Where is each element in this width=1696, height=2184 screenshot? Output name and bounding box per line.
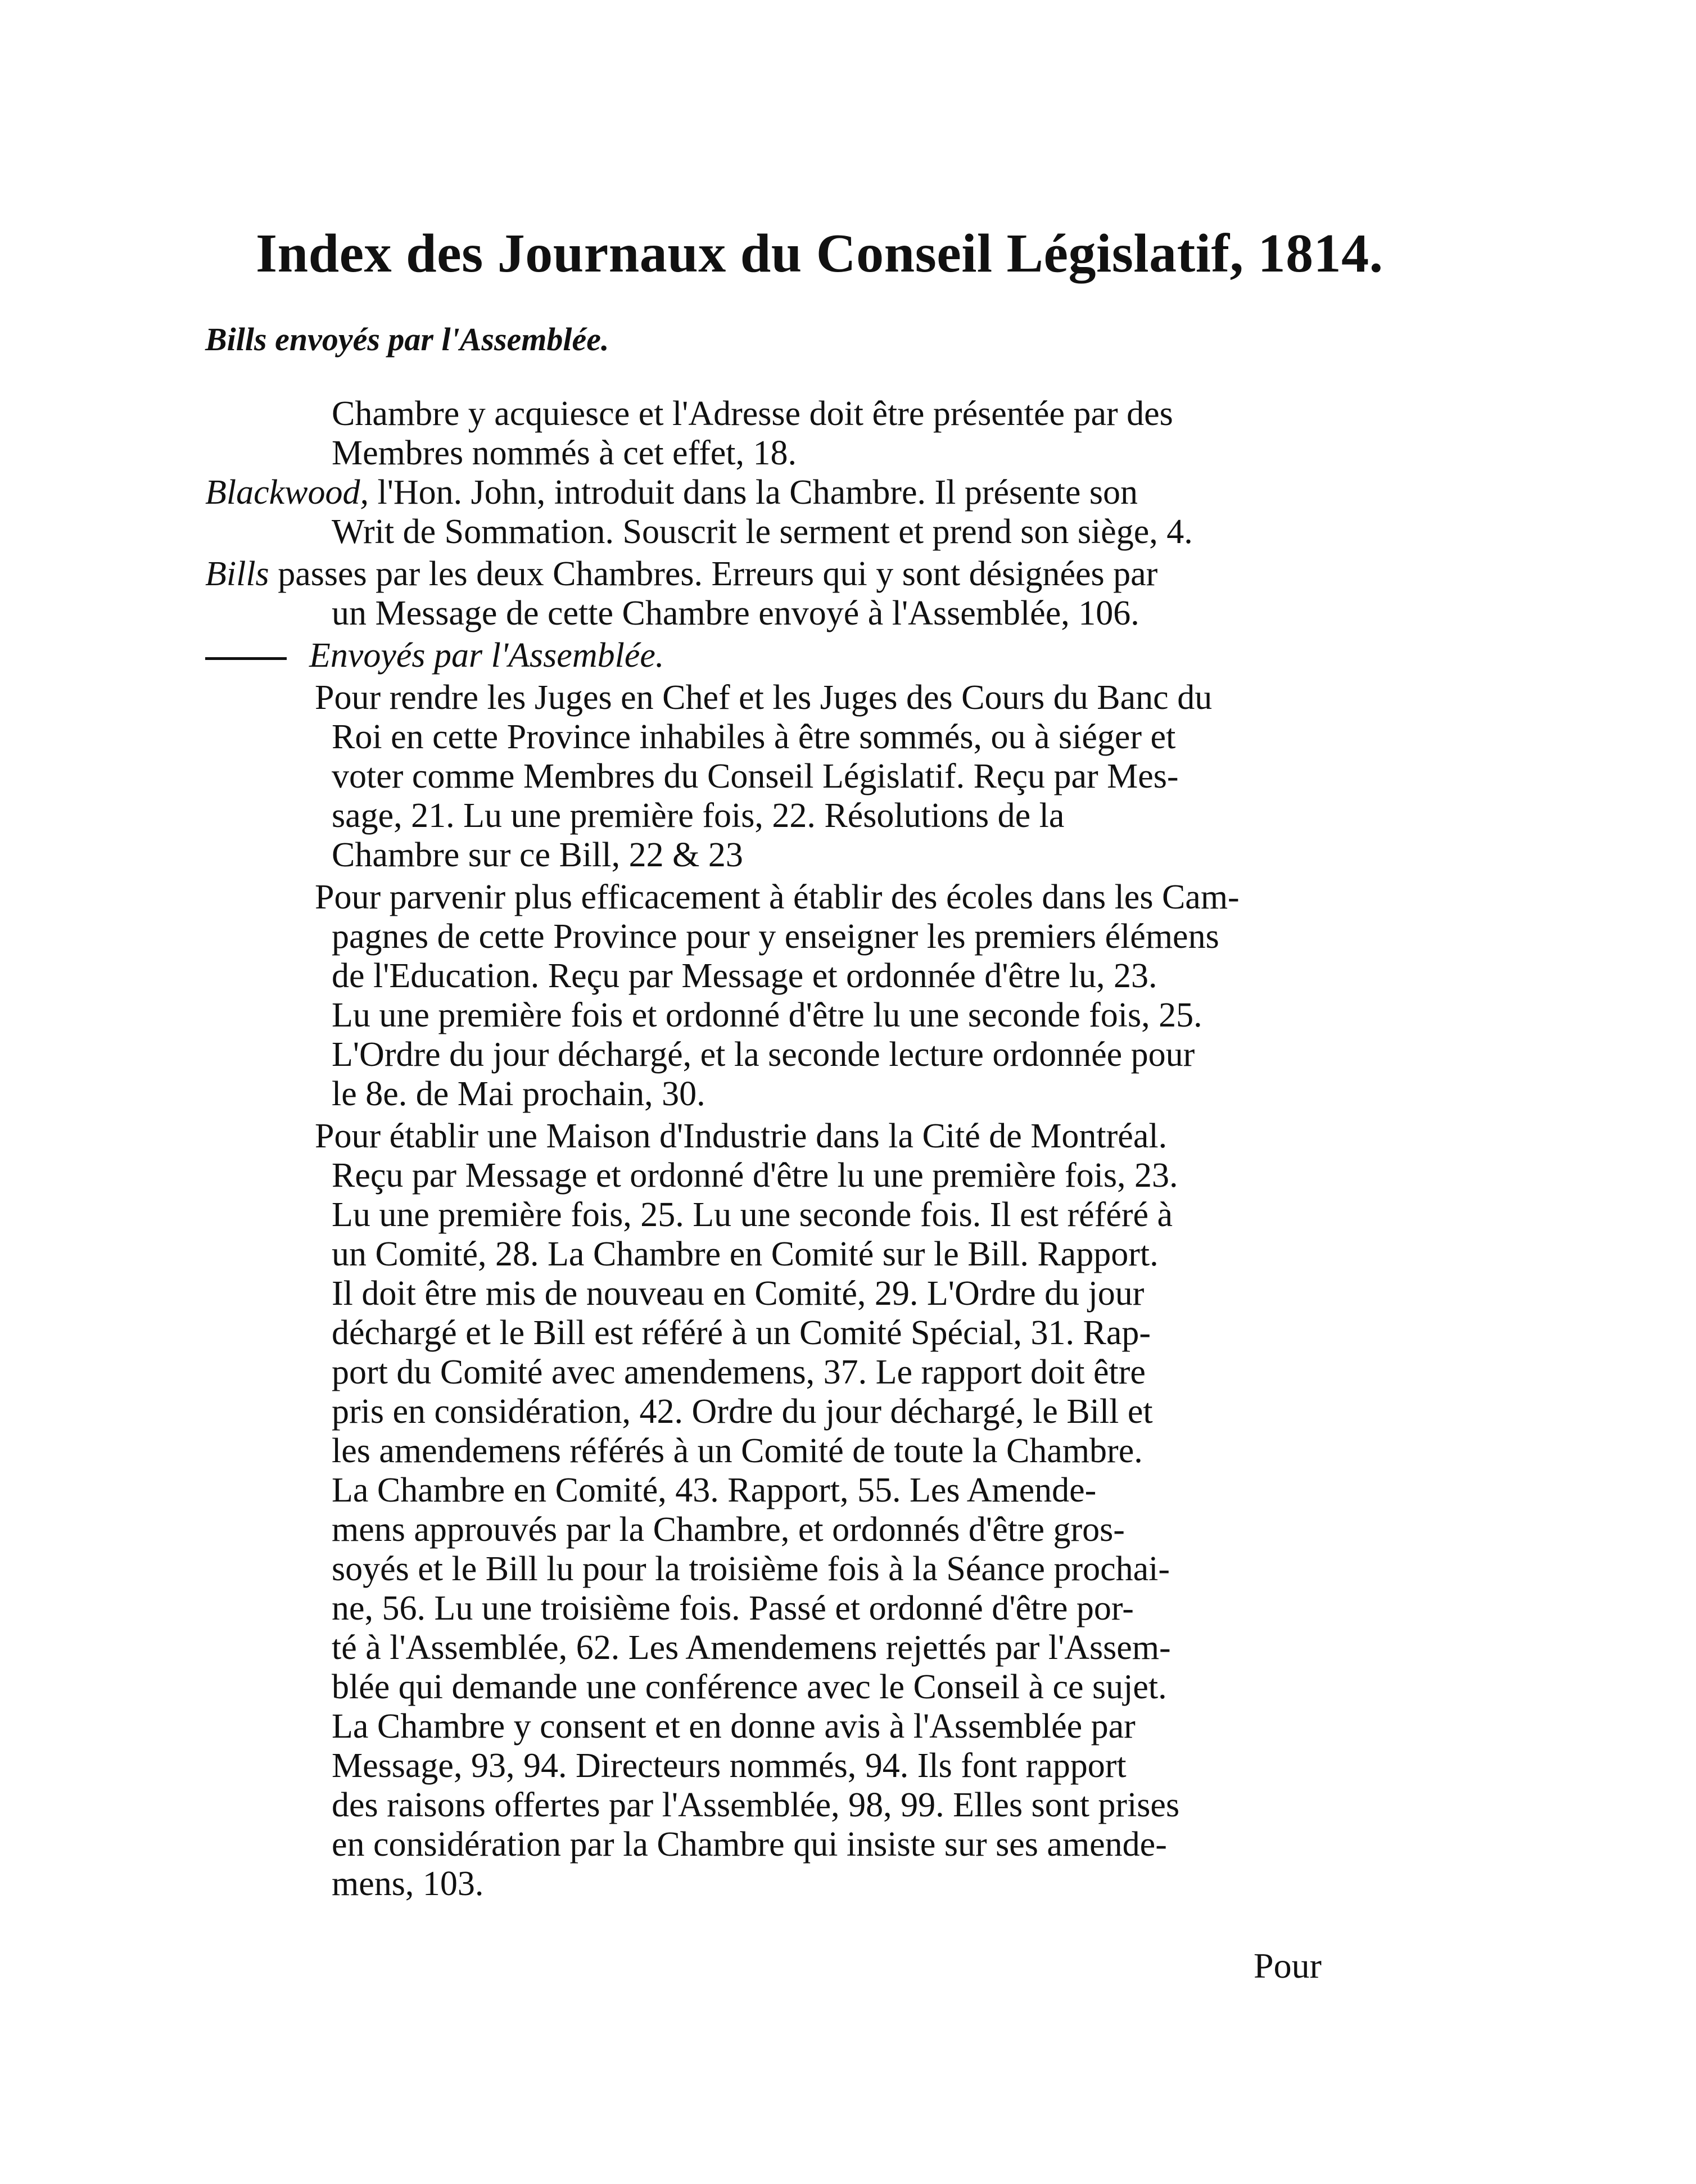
text-line: pagnes de cette Province pour y enseigner les premiers élémens xyxy=(332,917,1219,956)
text-line: sage, 21. Lu une première fois, 22. Résolutions de la xyxy=(332,797,1065,835)
text-line: Pour parvenir plus efficacement à établir des écoles dans les Cam- xyxy=(315,878,1240,916)
text-line: ne, 56. Lu une troisième fois. Passé et ordonné d'être por- xyxy=(332,1589,1134,1627)
catchword: Pour xyxy=(1254,1946,1322,1986)
sub-entry-label: Envoyés par l'Assemblée. xyxy=(309,636,664,675)
text-line: pris en considération, 42. Ordre du jour déchargé, le Bill et xyxy=(332,1392,1153,1431)
text-line: Reçu par Message et ordonné d'être lu une première fois, 23. xyxy=(332,1156,1178,1195)
text-line: port du Comité avec amendemens, 37. Le rapport doit être xyxy=(332,1353,1146,1391)
text-line: Lu une première fois, 25. Lu une seconde fois. Il est référé à xyxy=(332,1196,1173,1234)
text-line: Chambre sur ce Bill, 22 & 23 xyxy=(332,836,743,874)
text-line: L'Ordre du jour déchargé, et la seconde lecture ordonnée pour xyxy=(332,1036,1195,1074)
text-line: Chambre y acquiesce et l'Adresse doit être présentée par des xyxy=(332,395,1173,433)
entry-text: passes par les deux Chambres. Erreurs qui y sont désignées par xyxy=(269,555,1158,593)
text-line: Lu une première fois et ordonné d'être lu une seconde fois, 25. xyxy=(332,996,1202,1034)
index-entry xyxy=(205,475,1138,510)
text-line: en considération par la Chambre qui insiste sur ses amende- xyxy=(332,1825,1167,1864)
text-line: Message, 93, 94. Directeurs nommés, 94. Ils font rapport xyxy=(332,1747,1127,1785)
text-line: La Chambre en Comité, 43. Rapport, 55. Les Amende- xyxy=(332,1471,1097,1509)
text-line: un Comité, 28. La Chambre en Comité sur le Bill. Rapport. xyxy=(332,1235,1159,1273)
text-line: Writ de Sommation. Souscrit le serment et prend son siège, 4. xyxy=(332,513,1193,551)
index-entry xyxy=(205,557,1157,591)
text-line: des raisons offertes par l'Assemblée, 98, 99. Elles sont prises xyxy=(332,1786,1180,1824)
text-line: mens approuvés par la Chambre, et ordonnés d'être gros- xyxy=(332,1511,1125,1549)
text-line: blée qui demande une conférence avec le Conseil à ce sujet. xyxy=(332,1668,1167,1706)
text-line: Il doit être mis de nouveau en Comité, 29. L'Ordre du jour xyxy=(332,1274,1145,1313)
text-line: de l'Education. Reçu par Message et ordonnée d'être lu, 23. xyxy=(332,957,1157,995)
text-line: La Chambre y consent et en donne avis à l'Assemblée par xyxy=(332,1707,1136,1746)
text-line: soyés et le Bill lu pour la troisième fois à la Séance prochai- xyxy=(332,1550,1170,1588)
text-line: déchargé et le Bill est référé à un Comité Spécial, 31. Rap- xyxy=(332,1314,1151,1352)
text-line: Membres nommés à cet effet, 18. xyxy=(332,434,797,472)
text-line: Roi en cette Province inhabiles à être sommés, ou à siéger et xyxy=(332,718,1176,756)
dash-rule xyxy=(205,657,287,660)
entry-text: l'Hon. John, introduit dans la Chambre. Il présente son xyxy=(369,473,1138,512)
text-line: voter comme Membres du Conseil Législatif. Reçu par Mes- xyxy=(332,757,1179,795)
section-heading: Bills envoyés par l'Assemblée. xyxy=(205,321,609,358)
text-line: le 8e. de Mai prochain, 30. xyxy=(332,1075,705,1113)
text-line: té à l'Assemblée, 62. Les Amendemens rejettés par l'Assem- xyxy=(332,1629,1171,1667)
text-line: Pour établir une Maison d'Industrie dans la Cité de Montréal. xyxy=(315,1117,1168,1155)
text-line: mens, 103. xyxy=(332,1865,484,1903)
entry-name: Blackwood, xyxy=(205,473,369,512)
text-line: les amendemens référés à un Comité de toute la Chambre. xyxy=(332,1432,1143,1470)
text-line: un Message de cette Chambre envoyé à l'Assemblée, 106. xyxy=(332,594,1139,632)
sub-entry-heading xyxy=(205,638,664,673)
page-title: Index des Journaux du Conseil Législatif, 1814. xyxy=(256,223,1383,284)
text-line: Pour rendre les Juges en Chef et les Juges des Cours du Banc du xyxy=(315,679,1213,717)
entry-name: Bills xyxy=(205,555,269,593)
